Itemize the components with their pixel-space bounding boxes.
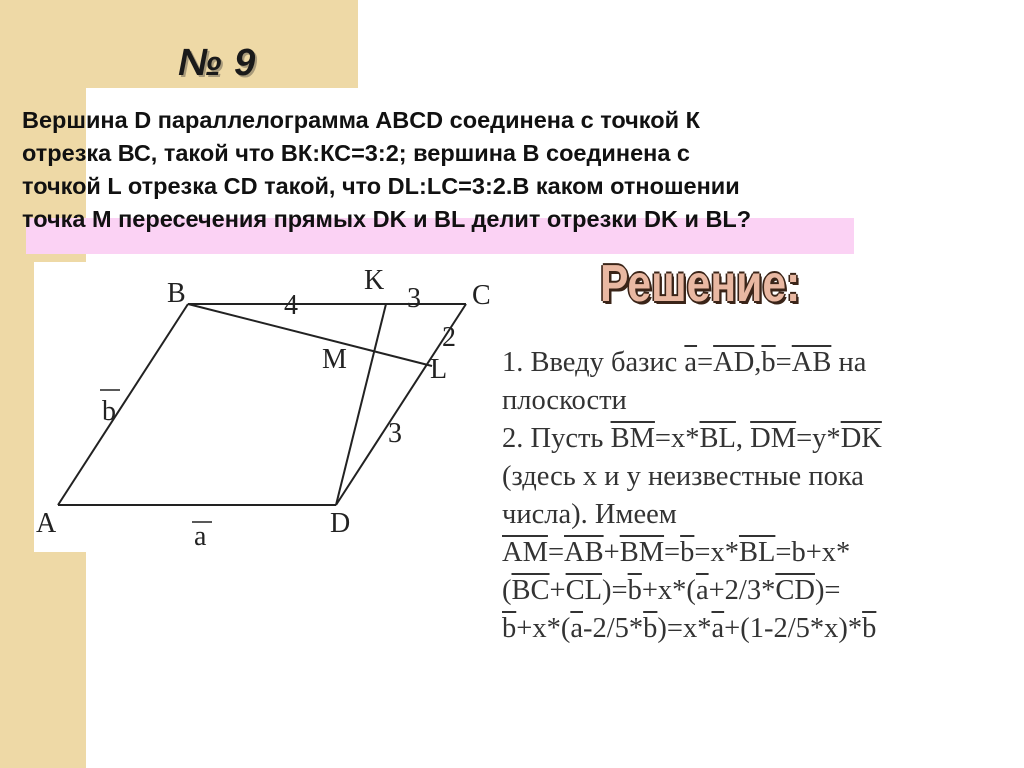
- solution-text-segment: =: [775, 347, 792, 378]
- vector-term: $\overline{BM}$: [619, 537, 665, 568]
- vector-term: $\overline{DM}$: [750, 423, 797, 454]
- solution-text-segment: -2/5*: [582, 613, 644, 644]
- solution-text-segment: )=x*: [657, 613, 712, 644]
- solution-line: [502, 382, 972, 420]
- label-a: A: [36, 508, 57, 539]
- solution-text-segment: +: [549, 575, 566, 606]
- vector-term: $\overline{a}$: [684, 347, 698, 378]
- label-three-top: 3: [407, 283, 421, 314]
- solution-text-segment: +x*(: [516, 613, 571, 644]
- vector-term: $\overline{a}$: [570, 613, 583, 644]
- vector-term: $\overline{b}$: [627, 575, 642, 606]
- solution-text-segment: =y*: [796, 423, 841, 454]
- vector-term: $\overline{b}$: [862, 613, 877, 644]
- solution-line: [502, 572, 972, 610]
- solution-line: [502, 420, 972, 458]
- vector-term: $\overline{AD}$: [713, 347, 755, 378]
- vector-term: $\overline{CL}$: [565, 575, 603, 606]
- problem-line: точка М пересечения прямых DK и BL делит отрезки DK и BL?: [22, 206, 752, 232]
- solution-text-segment: )=: [814, 575, 841, 606]
- slide-number: № 9: [178, 42, 257, 84]
- label-l: L: [430, 354, 448, 385]
- vector-term: $\overline{b}$: [502, 613, 517, 644]
- solution-text-segment: =b+x*: [775, 537, 851, 568]
- parallelogram-diagram: [34, 262, 496, 552]
- vector-term: $\overline{AB}$: [564, 537, 604, 568]
- solution-line: [502, 534, 972, 572]
- segment-ab: [58, 304, 188, 505]
- solution-line: [502, 458, 972, 496]
- solution-text-segment: =: [664, 537, 681, 568]
- label-d: D: [330, 508, 351, 539]
- solution-text-segment: ,: [754, 347, 762, 378]
- vector-term: $\overline{b}$: [643, 613, 658, 644]
- vector-term: $\overline{a}$: [695, 575, 709, 606]
- solution-text-segment: )=: [602, 575, 628, 606]
- label-b: B: [167, 278, 186, 309]
- vector-term: $\overline{a}$: [711, 613, 725, 644]
- solution-text-segment: плоскости: [502, 385, 627, 416]
- problem-statement: [22, 104, 1012, 236]
- label-m: M: [322, 344, 347, 375]
- solution-text-segment: =: [697, 347, 714, 378]
- solution-text-segment: +x*(: [641, 575, 696, 606]
- solution-text-segment: =: [547, 537, 565, 568]
- solution-text: [502, 344, 972, 648]
- problem-line: точкой L отрезка CD такой, что DL:LC=3:2.В каком отношении: [22, 173, 740, 199]
- solution-text-segment: =x*: [694, 537, 739, 568]
- solution-text-segment: ,: [735, 423, 751, 454]
- solution-line: [502, 496, 972, 534]
- solution-text-segment: 2. Пусть: [502, 423, 611, 454]
- solution-text-segment: 1. Введу базис: [502, 347, 685, 378]
- solution-line: [502, 344, 972, 382]
- solution-title: Решение:: [600, 255, 801, 313]
- solution-text-segment: =x*: [654, 423, 700, 454]
- label-vector-b: b: [102, 396, 116, 427]
- solution-text-segment: (: [502, 575, 512, 606]
- segment-bl: [188, 304, 432, 366]
- vector-term: $\overline{DK}$: [840, 423, 882, 454]
- vector-term: $\overline{b}$: [761, 347, 776, 378]
- solution-text-segment: +(1-2/5*x)*: [724, 613, 863, 644]
- vector-term: $\overline{BC}$: [511, 575, 550, 606]
- segment-dk: [336, 304, 386, 505]
- vector-term: $\overline{AM}$: [502, 537, 548, 568]
- vector-term: $\overline{AB}$: [791, 347, 832, 378]
- solution-line: [502, 610, 972, 648]
- label-two: 2: [442, 322, 456, 353]
- label-c: C: [472, 280, 491, 311]
- solution-text-segment: на: [831, 347, 867, 378]
- label-four: 4: [284, 290, 298, 321]
- label-k: K: [364, 265, 385, 296]
- solution-text-segment: +: [603, 537, 620, 568]
- label-vector-a: a: [194, 521, 207, 552]
- solution-text-segment: числа). Имеем: [502, 499, 677, 530]
- problem-line: Вершина D параллелограмма ABCD соединена с точкой К: [22, 107, 700, 133]
- parallelogram-figure: [34, 262, 496, 552]
- vector-term: $\overline{CD}$: [775, 575, 815, 606]
- vector-term: $\overline{BL}$: [738, 537, 776, 568]
- vector-term: $\overline{b}$: [680, 537, 695, 568]
- label-three-side: 3: [388, 418, 402, 449]
- solution-text-segment: (здесь х и у неизвестные пока: [502, 461, 864, 492]
- vector-term: $\overline{BM}$: [610, 423, 655, 454]
- problem-line: отрезка ВС, такой что ВК:КС=3:2; вершина В соединена с: [22, 140, 690, 166]
- solution-text-segment: +2/3*: [708, 575, 776, 606]
- vector-term: $\overline{BL}$: [699, 423, 736, 454]
